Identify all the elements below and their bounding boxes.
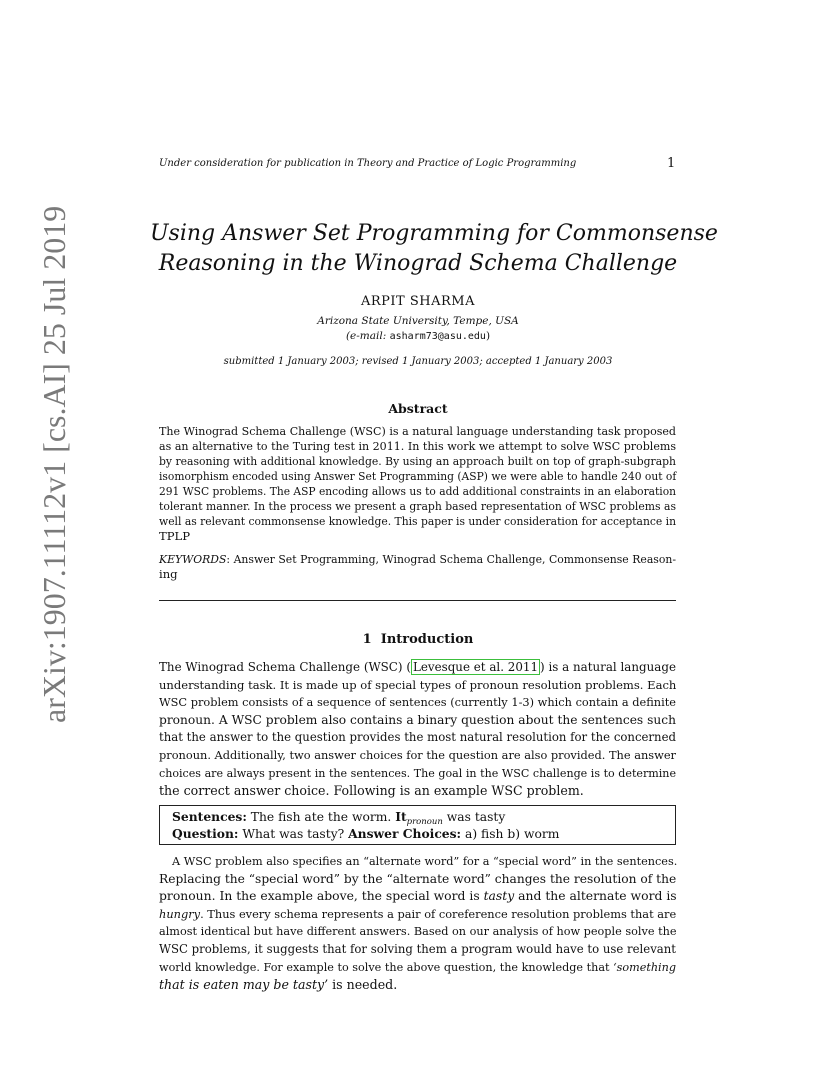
email-address[interactable]: asharm73@asu.edu (389, 331, 486, 342)
running-head: Under consideration for publication in Theory and Practice of Logic Programming (159, 158, 577, 169)
paragraph-line: pronoun. Additionally, two answer choices for the question are also provided. The answer (159, 747, 676, 762)
page-number: 1 (667, 156, 676, 171)
abstract-line: 291 WSC problems. The ASP encoding allows us to add additional constraints in an elaboration (159, 485, 676, 498)
intro-paragraph-1 (159, 659, 676, 800)
sentences-label: Sentences: (172, 809, 247, 824)
paragraph-line: WSC problems, it suggests that for solving them a program would have to use relevant (159, 941, 676, 956)
question-label: Question: (172, 826, 239, 841)
pronoun-subscript: pronoun (406, 817, 443, 827)
paragraph-line: pronoun. A WSC problem also contains a binary question about the sentences such (159, 712, 676, 727)
text-span: is needed. (328, 977, 398, 993)
abstract-line: TPLP (159, 529, 191, 543)
emphasis: ‘something (613, 960, 676, 974)
author-affiliation: Arizona State University, Tempe, USA (317, 315, 519, 327)
emphasis: hungry (159, 906, 201, 921)
paper-title (150, 219, 718, 279)
section-number: 1 (362, 632, 372, 647)
abstract-line: by reasoning with additional knowledge. By using an approach built on top of graph-subgraph (159, 455, 676, 468)
abstract-line: as an alternative to the Turing test in 2011. In this work we attempt to solve WSC problems (159, 440, 676, 453)
paragraph-line: almost identical but have different answers. Based on our analysis of how people solve the (159, 925, 677, 939)
answer-choices-label: Answer Choices: (348, 826, 462, 841)
author-email (150, 330, 686, 342)
wsc-example-box (159, 805, 676, 845)
paragraph-line (159, 906, 676, 924)
citation-link[interactable]: Levesque et al. 2011 (412, 660, 539, 674)
paragraph-line (159, 959, 676, 977)
text-span: The fish ate the worm. (246, 810, 396, 824)
text-span: world knowledge. For example to solve the above question, the knowledge that (159, 960, 614, 974)
pronoun-word: It (395, 809, 407, 824)
emphasis: tasty (483, 889, 515, 904)
text-span: What was tasty? (238, 827, 349, 841)
keywords-line-1 (159, 552, 676, 567)
intro-paragraph-2 (159, 853, 676, 994)
text-span: and the alternate word is (514, 889, 677, 904)
abstract-line: The Winograd Schema Challenge (WSC) is a natural language understanding task proposed (159, 425, 676, 438)
abstract-line: well as relevant commonsense knowledge. This paper is under consideration for acceptance in (159, 515, 676, 528)
section-heading (150, 632, 686, 647)
paragraph-line: Replacing the “special word” by the “alternate word” changes the resolution of the (159, 871, 677, 886)
section-divider (159, 600, 676, 601)
text-span: ) is a natural language (540, 660, 676, 674)
paragraph-line: understanding task. It is made up of special types of pronoun resolution problems. Each (159, 677, 677, 692)
text-span: was tasty (442, 810, 506, 824)
paragraph-line (159, 659, 676, 677)
keywords (159, 552, 676, 582)
email-suffix: ) (485, 330, 491, 342)
email-prefix: (e-mail: (345, 330, 390, 342)
paragraph-line: the correct answer choice. Following is an example WSC problem. (159, 783, 584, 799)
keywords-text: : Answer Set Programming, Winograd Schema Challenge, Commonsense Reason- (226, 553, 676, 566)
paragraph-line (159, 888, 676, 906)
abstract-heading: Abstract (388, 401, 448, 416)
text-span: The Winograd Schema Challenge (WSC) ( (159, 660, 411, 674)
paragraph-line: A WSC problem also specifies an “alternate word” for a “special word” in the sentences. (172, 855, 678, 868)
paragraph-line (159, 976, 676, 994)
title-line-2: Reasoning in the Winograd Schema Challenge (158, 251, 678, 276)
abstract-line: isomorphism encoded using Answer Set Programming (ASP) we were able to handle 240 out of (159, 470, 677, 483)
title-line-1: Using Answer Set Programming for Commonsense (150, 221, 718, 246)
keywords-label: KEYWORDS (159, 553, 227, 566)
text-span: . Thus every schema represents a pair of coreference resolution problems that are (200, 906, 677, 921)
keywords-line-2: ing (159, 567, 178, 581)
text-span: a) fish b) worm (461, 827, 560, 841)
example-question (172, 826, 559, 841)
example-sentences (172, 809, 506, 827)
abstract-body (159, 424, 676, 544)
arxiv-identifier-stamp: arXiv:1907.11112v1 [cs.AI] 25 Jul 2019 (36, 205, 72, 723)
paragraph-line: that the answer to the question provides the most natural resolution for the concerned (159, 730, 676, 745)
submission-dates: submitted 1 January 2003; revised 1 January 2003; accepted 1 January 2003 (223, 356, 613, 367)
section-title: Introduction (380, 632, 474, 647)
emphasis: that is eaten may be tasty’ (159, 977, 329, 993)
paragraph-line: choices are always present in the sentences. The goal in the WSC challenge is to determine (159, 766, 676, 780)
author-name: ARPIT SHARMA (361, 294, 475, 309)
paragraph-line: WSC problem consists of a sequence of sentences (currently 1-3) which contain a definite (159, 695, 676, 710)
abstract-line: tolerant manner. In the process we present a graph based representation of WSC problems as (159, 500, 676, 513)
text-span: pronoun. In the example above, the special word is (159, 889, 484, 904)
